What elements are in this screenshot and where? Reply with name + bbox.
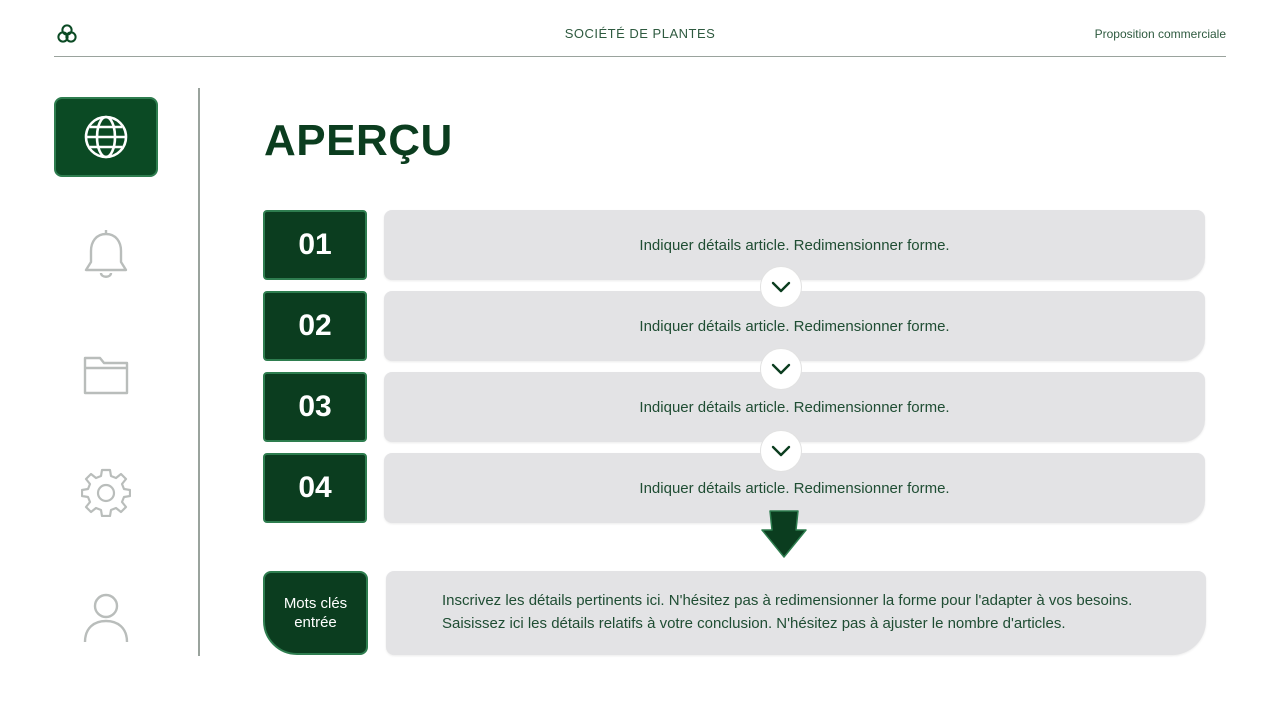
sidebar-item-notifications[interactable]	[54, 216, 158, 296]
page-title: APERÇU	[264, 116, 453, 165]
arrow-down-icon	[758, 508, 810, 560]
step-number-3: 03	[263, 372, 367, 442]
keywords-label	[263, 571, 368, 655]
chevron-connector-2	[760, 348, 802, 390]
step-text-2: Indiquer détails article. Redimensionner forme.	[384, 291, 1205, 361]
proposal-label: Proposition commerciale	[1094, 27, 1226, 41]
keywords-label-line1: Mots clés	[283, 594, 348, 612]
globe-icon	[82, 113, 130, 161]
sidebar-item-globe[interactable]	[54, 97, 158, 177]
sidebar-divider	[198, 88, 200, 656]
step-number-1: 01	[263, 210, 367, 280]
gear-icon	[81, 467, 131, 517]
step-number-4: 04	[263, 453, 367, 523]
keywords-line2: Saisissez ici les détails relatifs à votre conclusion. N'hésitez pas à ajuster le nombre d'articles.	[442, 615, 1066, 632]
header	[54, 0, 1226, 57]
sidebar-item-user[interactable]	[54, 578, 158, 658]
step-text-3: Indiquer détails article. Redimensionner forme.	[384, 372, 1205, 442]
user-icon	[82, 592, 130, 644]
chevron-connector-3	[760, 430, 802, 472]
folder-icon	[82, 352, 130, 396]
company-name: SOCIÉTÉ DE PLANTES	[564, 26, 716, 41]
keywords-line1: Inscrivez les détails pertinents ici. N'hésitez pas à redimensionner la forme pour l'adapter à vos besoins.	[442, 592, 1133, 609]
keywords-label-line2: entrée	[294, 614, 337, 631]
keywords-description	[386, 571, 1206, 655]
bell-icon	[82, 228, 130, 284]
chevron-down-icon	[771, 363, 791, 375]
chevron-down-icon	[771, 445, 791, 457]
step-text-4: Indiquer détails article. Redimensionner forme.	[384, 453, 1205, 523]
step-number-2: 02	[263, 291, 367, 361]
step-text-1: Indiquer détails article. Redimensionner forme.	[384, 210, 1205, 280]
sidebar-item-settings[interactable]	[54, 452, 158, 532]
sidebar-item-folder[interactable]	[54, 334, 158, 414]
chevron-down-icon	[771, 281, 791, 293]
chevron-connector-1	[760, 266, 802, 308]
